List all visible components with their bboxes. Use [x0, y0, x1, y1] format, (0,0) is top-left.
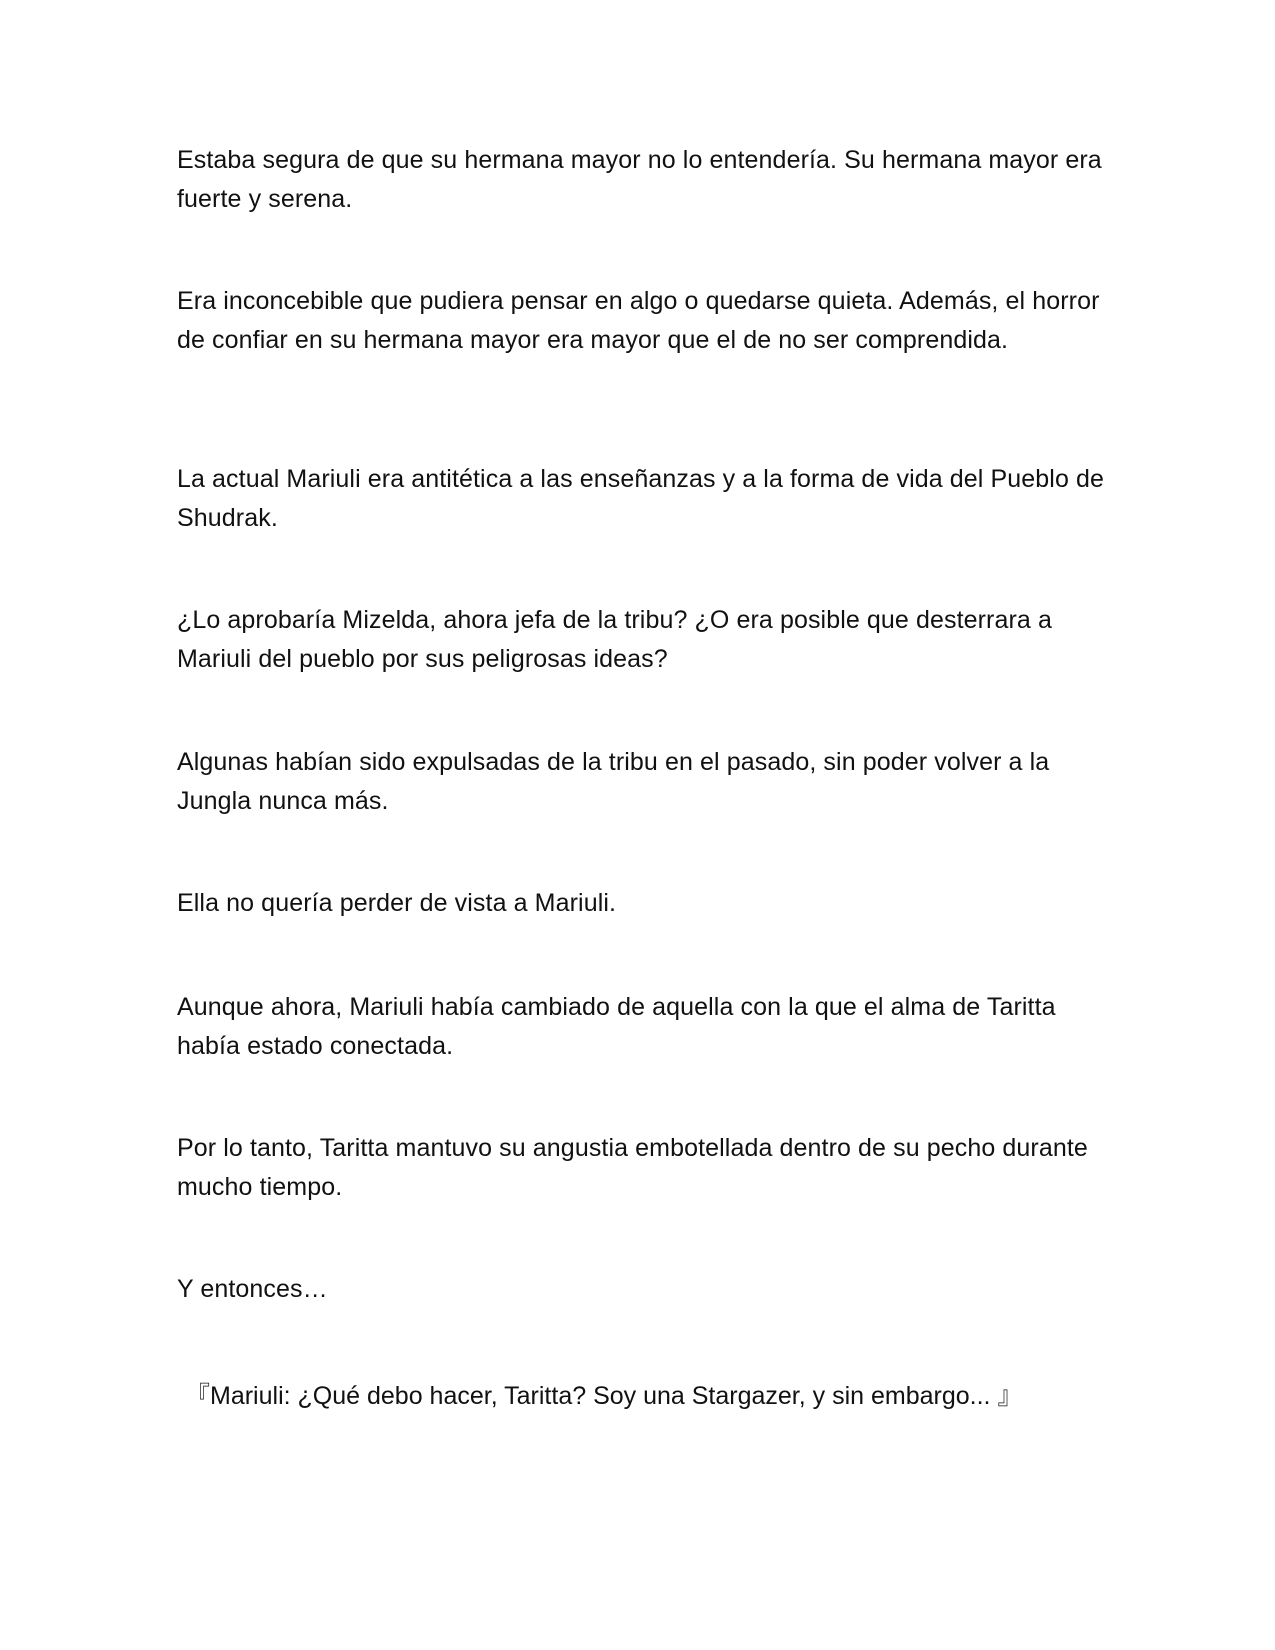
paragraph-2: Era inconcebible que pudiera pensar en algo o quedarse quieta. Además, el horror de confiar en su hermana mayor era mayor que el de no ser comprendida.: [177, 287, 1100, 354]
dialogue-line: 『Mariuli: ¿Qué debo hacer, Taritta? Soy una Stargazer, y sin embargo... 』: [185, 1382, 1023, 1410]
paragraph-6: Ella no quería perder de vista a Mariuli.: [177, 889, 617, 917]
paragraph-9: Y entonces…: [177, 1275, 328, 1303]
paragraph-8: Por lo tanto, Taritta mantuvo su angustia embotellada dentro de su pecho durante mucho tiempo.: [177, 1134, 1088, 1201]
paragraph-1: Estaba segura de que su hermana mayor no lo entendería. Su hermana mayor era fuerte y serena.: [177, 146, 1102, 213]
paragraph-5: Algunas habían sido expulsadas de la tribu en el pasado, sin poder volver a la Jungla nunca más.: [177, 748, 1050, 815]
paragraph-4: ¿Lo aprobaría Mizelda, ahora jefa de la tribu? ¿O era posible que desterrara a Mariuli del pueblo por sus peligrosas ideas?: [177, 606, 1052, 673]
paragraph-3: La actual Mariuli era antitética a las enseñanzas y a la forma de vida del Pueblo de Shudrak.: [177, 465, 1105, 532]
paragraph-7: Aunque ahora, Mariuli había cambiado de aquella con la que el alma de Taritta había estado conectada.: [177, 993, 1056, 1060]
